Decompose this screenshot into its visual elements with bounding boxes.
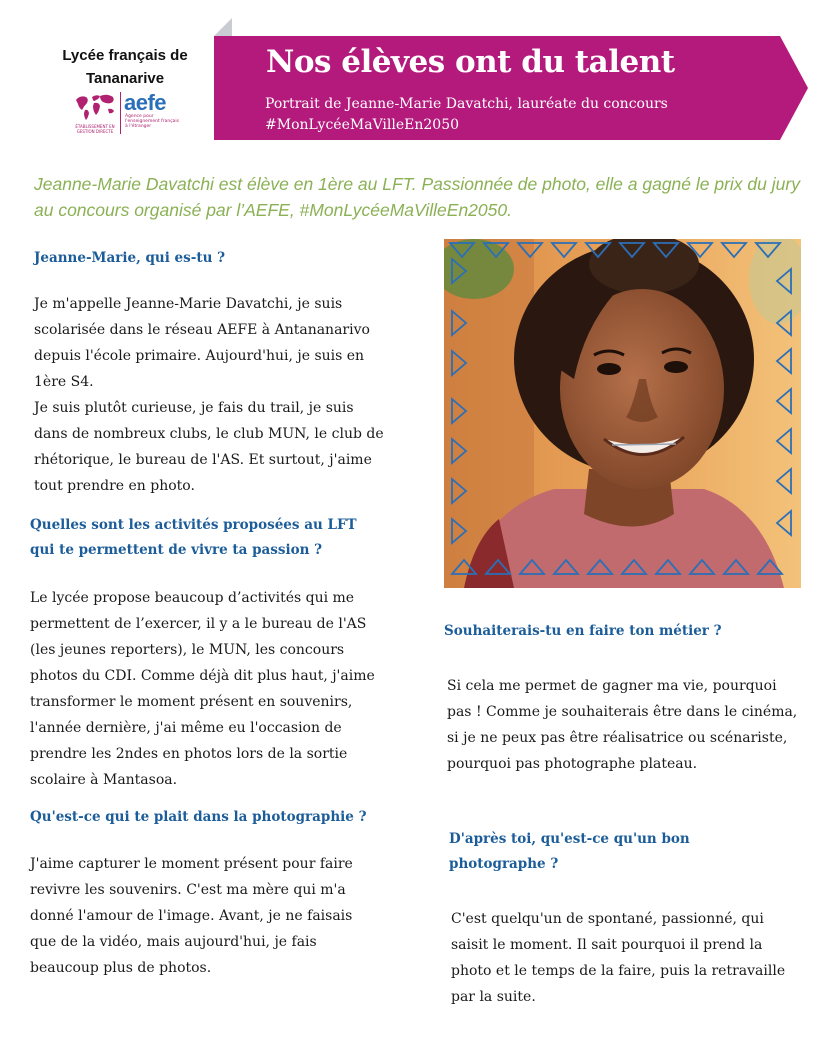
school-name: Lycée français de Tananarive	[62, 47, 188, 87]
logo-brand: aefe	[124, 90, 167, 115]
world-map-icon	[72, 90, 118, 122]
answer-4: Si cela me permet de gagner ma vie, pourquoi pas ! Comme je souhaiterais être dans le cinéma, si je ne peux pas être réalisatrice ou scénariste, pourquoi pas photographe plateau.	[447, 678, 798, 772]
logo-divider	[120, 92, 121, 134]
triangle-frame	[444, 239, 801, 588]
question-3: Qu'est-ce qui te plait dans la photographie ?	[30, 809, 367, 825]
intro-text: Jeanne-Marie Davatchi est élève en 1ère au LFT. Passionnée de photo, elle a gagné le prix du jury au concours organisé par l’AEFE, #MonLycéeMaVilleEn2050.	[34, 174, 800, 220]
question-1: Jeanne-Marie, qui es-tu ?	[34, 250, 226, 266]
logo-left-text: ÉTABLISSEMENT EN GESTION DIRECTE	[75, 124, 115, 134]
title-banner	[210, 18, 808, 142]
portrait-photo	[444, 239, 801, 588]
answer-5: C'est quelqu'un de spontané, passionné, qui saisit le moment. Il sait pourquoi il prend la photo et le temps de la faire, puis la retravaille par la suite.	[451, 911, 786, 1005]
question-5: D'après toi, qu'est-ce qu'un bon photographe ?	[449, 831, 690, 872]
question-2: Quelles sont les activités proposées au LFT qui te permettent de vivre ta passion ?	[30, 517, 357, 558]
question-4: Souhaiterais-tu en faire ton métier ?	[444, 623, 722, 639]
answer-2: Le lycée propose beaucoup d’activités qui me permettent de l’exercer, il y a le bureau de l'AS (les jeunes reporters), le MUN, les concours photos du CDI. Comme déjà dit plus haut, j'aime transformer le moment présent en souvenirs, l'année dernière, j'ai même eu l'occasion de prendre les 2ndes en photos lors de la sortie scolaire à Mantasoa.	[30, 590, 375, 788]
answer-1: Je m'appelle Jeanne-Marie Davatchi, je suis scolarisée dans le réseau AEFE à Antananarivo depuis l'école primaire. Aujourd'hui, je suis en 1ère S4. Je suis plutôt curieuse, je fais du trail, je suis dans de nombreux clubs, le club MUN, le club de rhétorique, le bureau de l'AS. Et surtout, j'aime tout prendre en photo.	[34, 296, 384, 494]
logo-agency-text: Agence pour l'enseignement français à l'étranger	[125, 114, 180, 129]
banner-subtitle: Portrait de Jeanne-Marie Davatchi, lauréate du concours #MonLycéeMaVilleEn2050	[265, 96, 668, 133]
banner-title: Nos élèves ont du talent	[266, 44, 675, 80]
answer-3: J'aime capturer le moment présent pour faire revivre les souvenirs. C'est ma mère qui m'a donné l'amour de l'image. Avant, je ne faisais que de la vidéo, mais aujourd'hui, je fais beaucoup plus de photos.	[30, 856, 353, 976]
aefe-logo	[72, 90, 182, 136]
